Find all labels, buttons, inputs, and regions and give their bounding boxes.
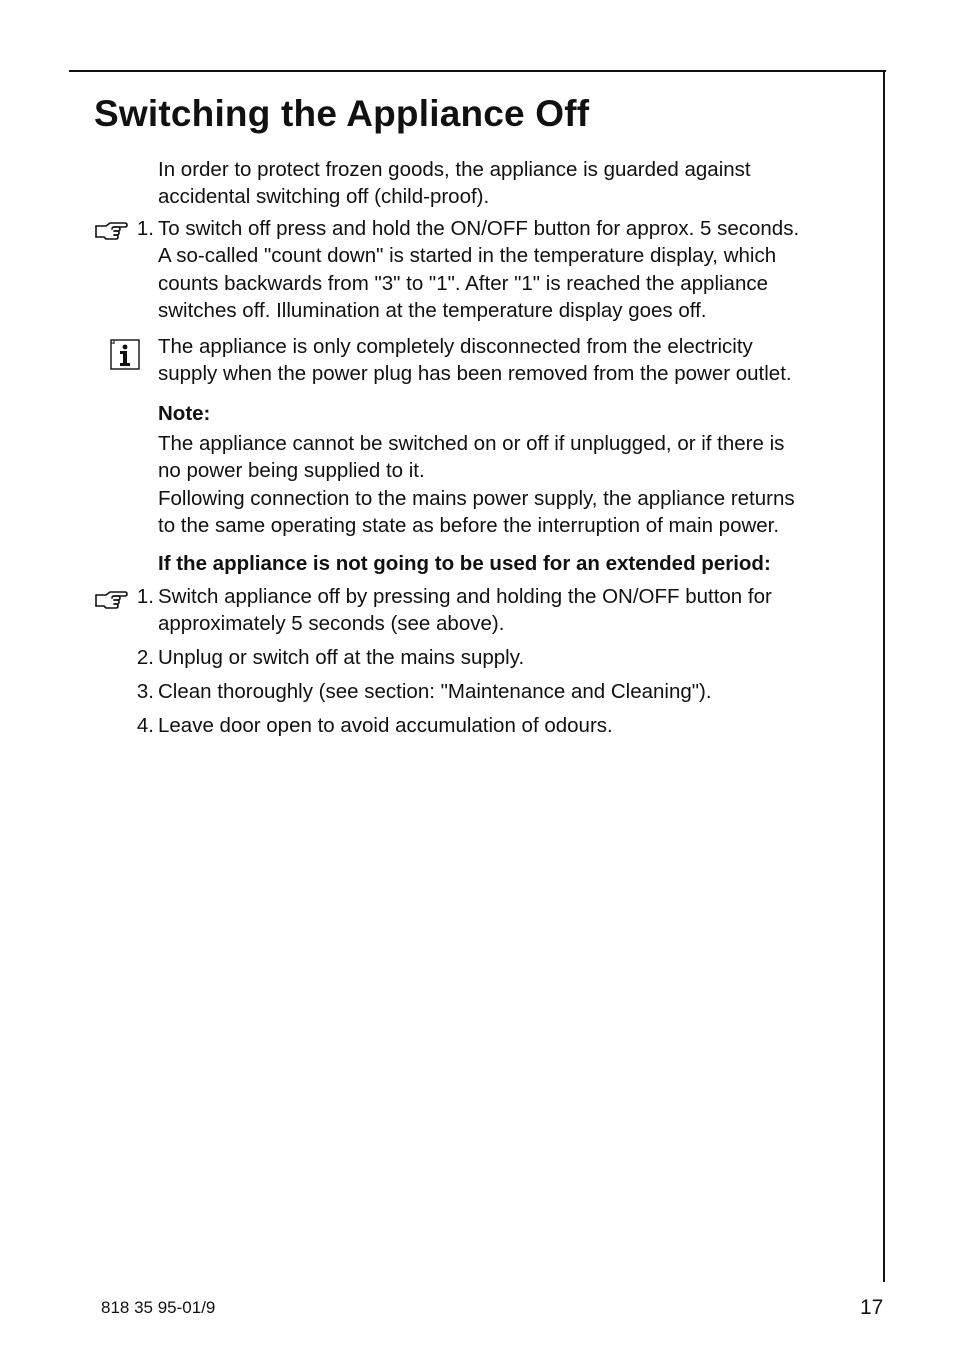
- step-number: 3.: [136, 680, 154, 703]
- step-line: Switch appliance off by pressing and holding the ON/OFF button for: [158, 585, 772, 608]
- step1-text: [158, 215, 858, 324]
- extended-step-4: [158, 712, 858, 739]
- step1-line: counts backwards from "3" to "1". After "1" is reached the appliance: [158, 271, 769, 295]
- extended-heading: If the appliance is not going to be used for an extended period:: [158, 552, 771, 575]
- pointing-hand-icon: [94, 220, 128, 240]
- step1-line: A so-called "count down" is started in the temperature display, which: [158, 244, 777, 268]
- extended-step-2: [158, 644, 858, 671]
- step-number: 1.: [136, 585, 154, 608]
- page-number: 17: [860, 1296, 884, 1319]
- extended-step-3: [158, 678, 858, 705]
- document-number: 818 35 95-01/9: [101, 1298, 216, 1317]
- intro-paragraph: [158, 156, 858, 211]
- note-line: no power being supplied to it.: [158, 459, 425, 483]
- step-number: 4.: [136, 714, 154, 737]
- step-line: Leave door open to avoid accumulation of odours.: [158, 714, 613, 737]
- note-line: The appliance cannot be switched on or off if unplugged, or if there is: [158, 432, 785, 455]
- page-title: Switching the Appliance Off: [94, 93, 590, 134]
- pointing-hand-icon: [94, 589, 128, 609]
- step-number: 2.: [136, 646, 154, 669]
- note-line: Following connection to the mains power supply, the appliance returns: [158, 486, 795, 510]
- step1-line: switches off. Illumination at the temperature display goes off.: [158, 298, 707, 322]
- top-rule: [69, 70, 886, 72]
- extended-step-1: [158, 583, 858, 638]
- step-line: Unplug or switch off at the mains supply.: [158, 646, 525, 669]
- step1-line: To switch off press and hold the ON/OFF button for approx. 5 seconds.: [158, 217, 800, 240]
- info-line: The appliance is only completely disconnected from the electricity: [158, 335, 753, 358]
- intro-line: In order to protect frozen goods, the appliance is guarded against: [158, 158, 751, 181]
- step-line: approximately 5 seconds (see above).: [158, 612, 505, 636]
- info-icon: [110, 338, 140, 370]
- intro-line: accidental switching off (child-proof).: [158, 185, 490, 209]
- step-line: Clean thoroughly (see section: "Maintenance and Cleaning").: [158, 680, 712, 703]
- info-text: [158, 333, 858, 388]
- note-heading: Note:: [158, 402, 211, 425]
- note-text: [158, 430, 858, 539]
- step-number: 1.: [136, 217, 154, 240]
- right-rule: [883, 70, 885, 1282]
- note-line: to the same operating state as before the interruption of main power.: [158, 513, 780, 537]
- info-line: supply when the power plug has been removed from the power outlet.: [158, 362, 792, 386]
